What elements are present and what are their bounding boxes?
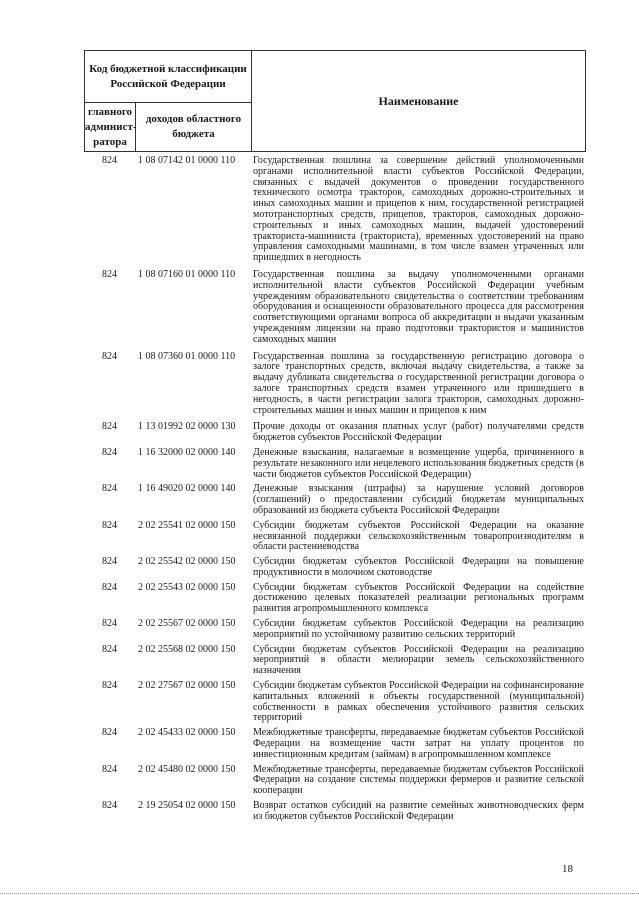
income-name-cell: Субсидии бюджетам субъектов Российской Федерации на оказание несвязанной поддержки сельскохозяйственным товаропроизводителям в области растениеводства	[253, 519, 584, 553]
table-row	[84, 619, 585, 641]
income-code-cell: 2 02 25542 02 0000 150	[138, 556, 236, 568]
income-code-cell: 2 02 25567 02 0000 150	[138, 618, 236, 630]
table-row	[84, 270, 585, 346]
income-name-cell: Субсидии бюджетам субъектов Российской Федерации на повышение продуктивности в молочном скотоводстве	[253, 556, 584, 578]
income-code-cell: 2 02 25541 02 0000 150	[138, 519, 236, 531]
income-name-cell: Государственная пошлина за выдачу уполномоченными органами исполнительной власти субъектов Российской Федерации учебным учреждениям образовательного свидетельства о соответствии требованиям оборудования и оснащенности образовательного процесса для рассмотрения соответствующими органами вопроса об аккредитации и выдачи указанным учреждениям лицензии на право подготовки трактористов и машинистов самоходных машин	[253, 268, 584, 345]
table-row	[84, 156, 585, 264]
income-code-cell: 2 02 25543 02 0000 150	[138, 581, 236, 593]
income-code-cell: 1 08 07160 01 0000 110	[138, 268, 236, 280]
income-name-cell: Субсидии бюджетам субъектов Российской Федерации на реализацию мероприятий в области мелиорации земель сельскохозяйственного назначения	[253, 643, 584, 677]
income-name-cell: Денежные взыскания (штрафы) за нарушение условий договоров (соглашений) о предоставлении субсидий бюджетам муниципальных образований из бюджета субъекта Российской Федерации	[253, 483, 584, 516]
admin-code-cell: 824	[102, 268, 117, 280]
income-code-cell: 2 02 45433 02 0000 150	[138, 727, 236, 739]
admin-code-cell: 824	[102, 421, 117, 433]
income-name-cell: Межбюджетные трансферты, передаваемые бюджетам субъектов Российской Федерации на возмещение части затрат на уплату процентов по инвестиционным кредитам (займам) в агропромышленном комплексе	[253, 727, 584, 760]
admin-code-cell: 824	[102, 618, 117, 630]
table-row	[84, 645, 585, 677]
income-name-cell: Прочие доходы от оказания платных услуг (работ) получателями средств бюджетов субъектов Российской Федерации	[253, 421, 584, 444]
income-code-cell: 1 13 01992 02 0000 130	[138, 421, 236, 433]
admin-code-cell: 824	[102, 763, 117, 775]
table-row	[84, 583, 585, 615]
income-code-cell: 2 02 45480 02 0000 150	[138, 763, 236, 775]
admin-code-cell: 824	[102, 350, 117, 362]
admin-code-cell: 824	[102, 680, 117, 692]
income-name-cell: Субсидии бюджетам субъектов Российской Федерации на софинансирование капитальных вложений в объекты государственной (муниципальной) собственности в рамках обеспечения устойчивого развития сельских территорий	[253, 680, 584, 724]
admin-code-cell: 824	[102, 446, 117, 458]
admin-code-cell: 824	[102, 519, 117, 531]
income-code-cell: 1 16 49020 02 0000 140	[138, 483, 236, 495]
income-name-cell: Субсидии бюджетам субъектов Российской Федерации на содействие достижению целевых показателей реализации региональных программ развития агропромышленного комплекса	[253, 581, 584, 615]
page-number: 18	[562, 863, 573, 875]
table-row	[84, 521, 585, 553]
admin-code-cell: 824	[102, 483, 117, 495]
table-row	[84, 557, 585, 579]
income-name-cell: Денежные взыскания, налагаемые в возмещение ущерба, причиненного в результате незаконного или нецелевого использования бюджетных средств (в части бюджетов субъектов Российской Федерации)	[253, 446, 584, 480]
admin-code-cell: 824	[102, 581, 117, 593]
income-code-cell: 1 08 07142 01 0000 110	[138, 155, 236, 166]
table-row	[84, 681, 585, 724]
table-body	[84, 156, 585, 827]
name-column-header: Наименование	[252, 51, 586, 152]
income-name-cell: Государственная пошлина за совершение действий уполномоченными органами исполнительной власти субъектов Российской Федерации, связанных с выдачей документов о проведении государственного технического осмотра тракторов, самоходных дорожно-строительных и иных самоходных машин и прицепов к ним, государственной регистрацией мототранспортных средств, прицепов, тракторов, самоходных дорожно-строительных и иных самоходных машин, выдачей удостоверений тракториста-машиниста (тракториста), временных удостоверений на право управления самоходными машинами, в том числе взамен утраченных или пришедших в негодность	[253, 155, 584, 264]
income-code-cell: 2 19 25054 02 0000 150	[138, 800, 236, 812]
income-name-cell: Межбюджетные трансферты, передаваемые бюджетам субъектов Российской Федерации на создание системы поддержки фермеров и развитие сельской кооперации	[253, 763, 584, 797]
admin-code-cell: 824	[102, 727, 117, 739]
admin-column-header: главного админист-ратора	[85, 103, 136, 152]
income-code-cell: 2 02 27567 02 0000 150	[138, 680, 236, 692]
table-row	[84, 484, 585, 516]
income-name-cell: Возврат остатков субсидий на развитие семейных животноводческих ферм из бюджетов субъектов Российской Федерации	[253, 800, 584, 822]
table-row	[84, 422, 585, 444]
admin-code-cell: 824	[102, 155, 117, 166]
income-code-cell: 1 16 32000 02 0000 140	[138, 446, 236, 458]
table-row	[84, 448, 585, 480]
admin-code-cell: 824	[102, 643, 117, 655]
table-row	[84, 352, 585, 417]
table-row	[84, 728, 585, 760]
admin-code-cell: 824	[102, 800, 117, 812]
income-code-cell: 2 02 25568 02 0000 150	[138, 643, 236, 655]
income-name-cell: Государственная пошлина за государственную регистрацию договора о залоге транспортных средств, включая выдачу свидетельства, а также за выдачу дубликата свидетельства о государственной регистрации договора о залоге транспортных средств взамен утраченного или пришедшего в негодность, в части регистрации залога тракторов, самоходных дорожно-строительных машин и иных машин и прицепов к ним	[253, 350, 584, 416]
income-name-cell: Субсидии бюджетам субъектов Российской Федерации на реализацию мероприятий по устойчивому развитию сельских территорий	[253, 618, 584, 640]
income-code-cell: 1 08 07360 01 0000 110	[138, 350, 236, 362]
table-row	[84, 801, 585, 823]
page-bottom-edge	[0, 893, 639, 894]
income-column-header: доходов областного бюджета	[136, 103, 252, 152]
admin-code-cell: 824	[102, 556, 117, 568]
budget-code-group-header: Код бюджетной классификации Российской Федерации	[85, 51, 252, 103]
table-header	[84, 50, 586, 152]
table-row	[84, 765, 585, 797]
